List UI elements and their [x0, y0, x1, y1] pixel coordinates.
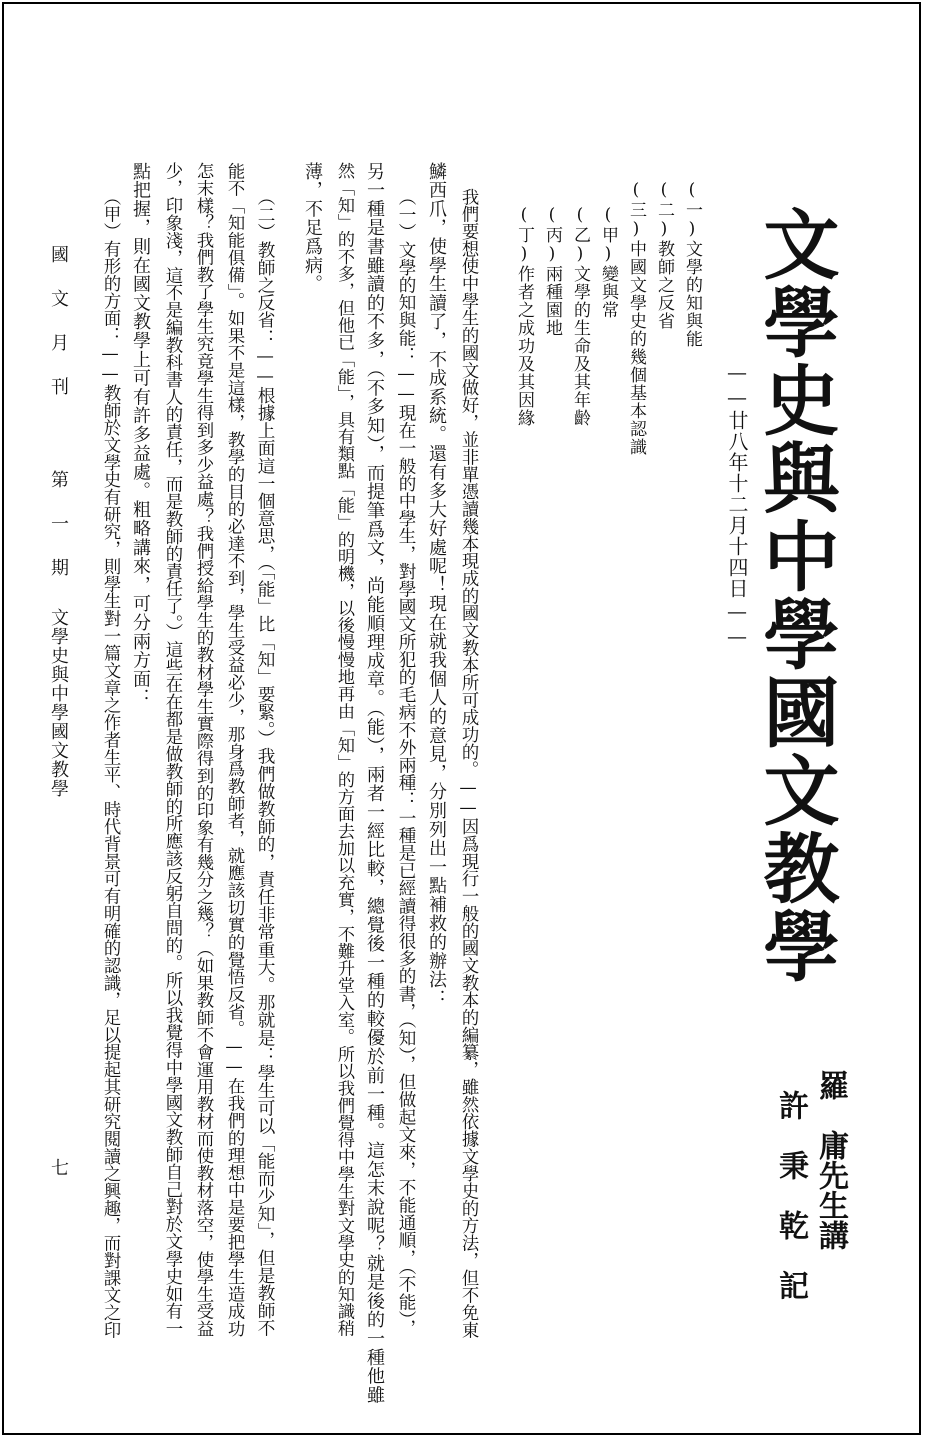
body-line-12: （甲）有形的方面：——教師於文學史有研究，則學生對一篇文章之作者生平、時代背景可有明確的認識，足以提起其研究閱讀之興趣，而對課文之印: [100, 188, 120, 1339]
toc-item-4: (甲)變與常: [598, 205, 618, 319]
toc-item-6: (丙)兩種園地: [542, 205, 562, 337]
page-number: 七: [48, 1158, 69, 1176]
running-article-title: 文學史與中學國文教學: [48, 608, 69, 798]
body-line-7: （二）教師之反省：——根據上面這一個意思，（「能」比「知」要緊。）我們做教師的，責任非常重大。那就是：學生可以「能而少知」，但是教師不: [255, 188, 275, 1337]
body-line-11: 點把握，則在國文教學上可有許多益處。粗略講來，可分兩方面：: [130, 162, 151, 708]
toc-item-3: (三)中國文學史的幾個基本認識: [626, 180, 646, 456]
journal-name: 國 文 月 刊: [48, 245, 69, 399]
body-line-3: （一）文學的知與能：——現在一般的中學生，對學國文所犯的毛病不外兩種：一種是已經讀得很多的書，（知），但做起文來，不能通順，（不能），: [396, 188, 416, 1337]
body-line-9: 怎末樣？我們教了學生究竟學生得到多少益處？我們授給學生的教材學生實際得到的印象有幾分之幾？（如果教師不會運用教材而使教材落空，使學生受益: [193, 162, 213, 1338]
lecture-date: ——廿八年十二月十四日——: [725, 360, 749, 649]
recorder-credit: 許 秉 乾 記: [773, 1090, 808, 1300]
article-title: 文學史與中學國文教學: [751, 205, 840, 985]
body-line-5: 然「知」的不多，但他已「能」，具有類點「能」的明機，以後慢慢地再由「知」的方面去加以充實，不難升堂入室。所以我們覺得中學生對文學史的知識稍: [334, 162, 354, 1337]
toc-item-5: (乙)文學的生命及其年齡: [570, 205, 590, 427]
toc-item-7: (丁)作者之成功及其因緣: [514, 205, 534, 427]
body-line-4: 另一種是書雖讀的不多，（不多知），而提筆爲文，尚能順理成章。（能），兩者一經比較，總覺後一種的較優於前一種。這怎末說呢？就是後的一種他雖: [364, 162, 385, 1405]
body-line-6: 薄，不足爲病。: [302, 162, 323, 294]
toc-item-2: (二)教師之反省: [654, 180, 674, 330]
body-line-1: 我們要想使中學生的國文做好，並非單憑讀幾本現成的國文教本所可成功的。——因爲現行一般的國文教本的編纂，雖然依據文學史的方法，但不免東: [458, 188, 478, 1339]
issue-number: 第 一 期: [48, 470, 69, 580]
body-line-10: 少，印象淺，這不是編教科書人的責任，而是教師的責任了。）這些在在都是做教師的所應該反躬自問的。所以我覺得中學國文教師自己對於文學史如有一: [162, 162, 182, 1338]
body-line-8: 能不「知能俱備」。如果不是這樣，教學的目的必達不到，學生受益必少，那身爲教師者，就應該切實的覺悟反省。——在我們的理想中是要把學生造成功: [224, 162, 244, 1338]
body-line-2: 鱗西爪，使學生讀了，不成系統。還有多大好處呢！現在就我個人的意見，分別列出一點補救的辦法：: [426, 162, 447, 1008]
speaker-credit: 羅 庸先生講: [813, 1070, 848, 1250]
toc-item-1: (一)文學的知與能: [682, 180, 702, 348]
